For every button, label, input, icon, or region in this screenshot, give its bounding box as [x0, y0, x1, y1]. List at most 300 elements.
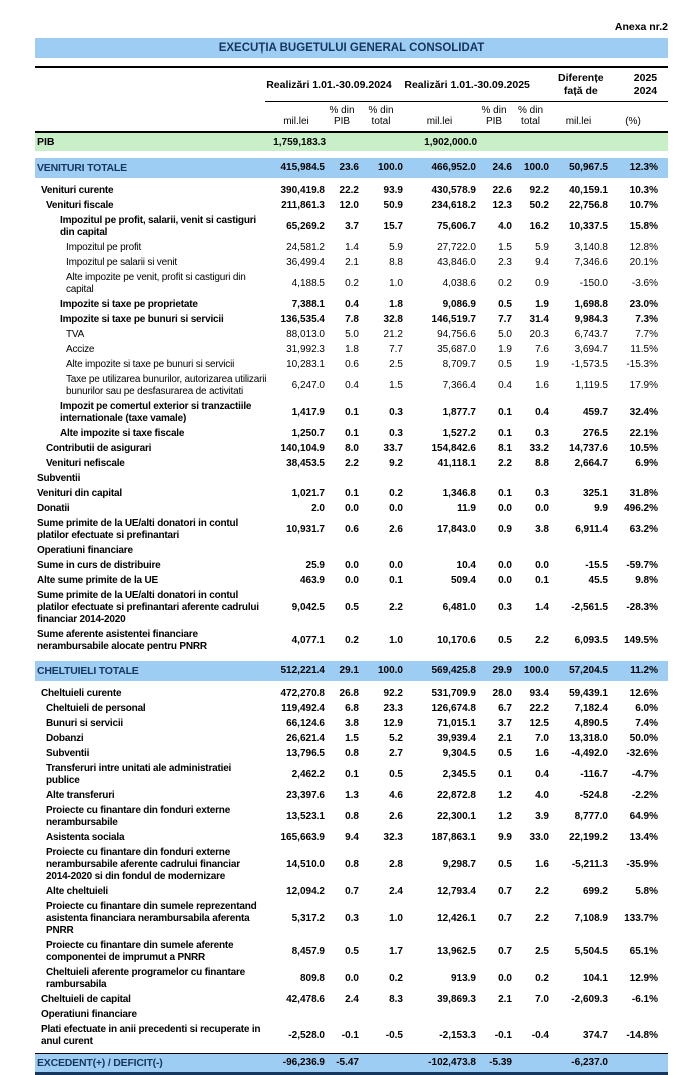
row-label: Asistenta sociala: [46, 831, 125, 843]
table-row: [35, 588, 668, 627]
row-value: 2.8: [389, 858, 403, 870]
row-value: 0.7: [498, 945, 512, 957]
row-value: 8,709.7: [442, 358, 476, 370]
row-value: 9,304.5: [442, 747, 476, 759]
row-value: 0.5: [498, 858, 512, 870]
row-value: 17,843.0: [437, 523, 476, 535]
row-value: -4,492.0: [571, 747, 608, 759]
pib-value-2024: 1,759,183.3: [273, 136, 326, 148]
row-value: 88,013.0: [286, 328, 325, 340]
row-value: 100.0: [523, 162, 549, 173]
row-value: 0.7: [345, 885, 359, 897]
row-value: 12.0: [339, 199, 359, 211]
col-group-2024: Realizări 1.01.-30.09.2024: [266, 79, 392, 91]
table-row: [35, 992, 668, 1007]
row-value: 24,581.2: [286, 241, 325, 253]
row-value: 7.0: [535, 993, 549, 1005]
row-value: 0.0: [498, 559, 512, 571]
table-row: [35, 788, 668, 803]
row-value: 0.5: [498, 298, 512, 310]
row-label: Dobanzi: [46, 732, 84, 744]
row-label: Impozitul pe salarii si venit: [66, 256, 177, 268]
row-value: -2,153.3: [439, 1029, 476, 1041]
row-value: 2.6: [389, 523, 403, 535]
row-value: 11.5%: [630, 343, 658, 355]
row-value: 10,931.7: [286, 523, 325, 535]
row-value: -2,609.3: [571, 993, 608, 1005]
row-value: 0.1: [498, 768, 512, 780]
row-value: 9.8%: [635, 574, 658, 586]
row-value: 39,939.4: [437, 732, 476, 744]
row-value: 92.2: [529, 184, 549, 196]
row-value: -524.8: [579, 789, 608, 801]
row-value: 1.8: [389, 298, 403, 310]
row-value: 50,967.5: [569, 162, 608, 173]
row-value: 1.0: [389, 912, 403, 924]
row-value: 26.8: [339, 687, 359, 699]
row-value: 3.9: [535, 810, 549, 822]
row-value: 496.2%: [624, 502, 658, 514]
row-value: 5.0: [498, 328, 512, 340]
row-label: Cheltuieli curente: [41, 687, 122, 699]
table-row: [35, 746, 668, 761]
row-value: 29.9: [492, 665, 512, 676]
row-label: Impozit pe comertul exterior si tranzactiile internationale (taxe vamale): [60, 400, 252, 424]
table-row: [35, 357, 668, 372]
row-value: 12.5: [529, 717, 549, 729]
row-label: EXCEDENT(+) / DEFICIT(-): [37, 1057, 163, 1069]
row-value: 1.0: [389, 277, 403, 289]
row-value: 1.2: [498, 810, 512, 822]
row-value: 17.9%: [629, 379, 658, 391]
row-value: 0.3: [389, 406, 403, 418]
row-value: 7,182.4: [574, 702, 608, 714]
row-value: 92.2: [383, 687, 403, 699]
row-value: 509.4: [450, 574, 476, 586]
row-value: 1.3: [345, 789, 359, 801]
row-value: 9,984.3: [574, 313, 608, 325]
row-label: Plati efectuate in anii precedenti si recuperate in anul curent: [41, 1023, 261, 1047]
row-value: 699.2: [582, 885, 608, 897]
row-value: 1,877.7: [442, 406, 476, 418]
row-value: 187,863.1: [431, 831, 476, 843]
row-label: Cheltuieli de personal: [46, 702, 146, 714]
table-row: [35, 830, 668, 845]
row-value: 0.1: [535, 574, 549, 586]
subheader-pcttotal-2025: [512, 105, 549, 127]
row-label: Cheltuieli de capital: [41, 993, 131, 1005]
row-value: 43,846.0: [437, 256, 476, 268]
row-value: 22.6: [492, 184, 512, 196]
row-value: 0.4: [345, 298, 359, 310]
row-value: 40,159.1: [569, 184, 608, 196]
row-value: 6,247.0: [291, 379, 325, 391]
row-value: 0.2: [389, 972, 403, 984]
row-value: -0.5: [385, 1029, 403, 1041]
row-value: 140,104.9: [280, 442, 325, 454]
row-value: 2.1: [498, 732, 512, 744]
table-row: [35, 543, 668, 558]
diferente-line1: Diferențe: [558, 72, 604, 84]
table-row: [35, 297, 668, 312]
row-value: 12,793.4: [437, 885, 476, 897]
row-label: Proiecte cu finantare din fonduri externe nerambursabile aferente cadrului financiar 2014-2020 si din fondul de modernizare: [46, 846, 240, 882]
row-label: Proiecte cu finantare din sumele reprezentand asistenta financiara nerambursabila aferenta PNRR: [46, 900, 257, 936]
row-value: -59.7%: [626, 559, 658, 571]
row-value: 93.9: [383, 184, 403, 196]
row-value: 0.1: [345, 427, 359, 439]
row-value: 1.6: [535, 379, 549, 391]
table-row: [35, 716, 668, 731]
row-value: 9.2: [389, 457, 403, 469]
row-value: 71,015.1: [437, 717, 476, 729]
row-value: 4.0: [498, 220, 512, 232]
row-value: 0.2: [498, 277, 512, 289]
deficit-row: [35, 1053, 668, 1075]
row-value: -35.9%: [626, 858, 658, 870]
table-row: [35, 803, 668, 830]
row-value: 5.8%: [635, 885, 658, 897]
row-value: 4.6: [389, 789, 403, 801]
row-value: -6,237.0: [571, 1057, 608, 1068]
row-value: 2.3: [498, 256, 512, 268]
row-label: Accize: [66, 343, 95, 355]
row-value: 3.8: [345, 717, 359, 729]
row-value: 1,250.7: [291, 427, 325, 439]
row-value: 512,221.4: [280, 665, 325, 676]
row-value: 8.8: [535, 457, 549, 469]
table-row: [35, 845, 668, 884]
row-label: Impozitul pe profit, salarii, venit si castiguri din capital: [60, 214, 256, 238]
table-row: [35, 399, 668, 426]
row-label: Venituri fiscale: [46, 199, 114, 211]
table-body: [35, 158, 668, 1075]
row-value: 2.5: [535, 945, 549, 957]
row-value: 0.2: [345, 634, 359, 646]
row-label: Sume aferente asistentei financiare nerambursabile alocate pentru PNRR: [37, 628, 207, 652]
row-value: 472,270.8: [280, 687, 325, 699]
table-row: [35, 965, 668, 992]
section-total-row: [35, 661, 668, 681]
row-value: 9.9: [498, 831, 512, 843]
row-value: 6,911.4: [575, 523, 608, 535]
row-value: -14.8%: [626, 1029, 658, 1041]
row-value: 10.3%: [629, 184, 658, 196]
row-label: Bunuri si servicii: [46, 717, 123, 729]
row-value: 31,992.3: [286, 343, 325, 355]
row-value: -2,528.0: [288, 1029, 325, 1041]
row-value: 1.5: [345, 732, 359, 744]
row-value: 27,722.0: [437, 241, 476, 253]
row-value: 325.1: [582, 487, 608, 499]
table-row: [35, 627, 668, 654]
row-label: Venituri curente: [41, 184, 114, 196]
row-value: 12.3%: [629, 162, 658, 173]
table-row: [35, 342, 668, 357]
table-row: [35, 372, 668, 399]
pib-value-2025: 1,902,000.0: [424, 136, 477, 148]
table-row: [35, 884, 668, 899]
row-value: 1.4: [535, 601, 549, 613]
row-value: 22,300.1: [437, 810, 476, 822]
row-label: TVA: [66, 328, 85, 340]
row-value: -3.6%: [631, 277, 658, 289]
row-value: 0.3: [345, 912, 359, 924]
row-value: -0.1: [341, 1029, 359, 1041]
row-value: -5,211.3: [571, 858, 608, 870]
row-label: Alte cheltuieli: [46, 885, 109, 897]
row-value: 5.9: [389, 241, 403, 253]
row-value: 0.4: [535, 406, 549, 418]
row-value: 2.1: [498, 993, 512, 1005]
row-value: 63.2%: [629, 523, 658, 535]
row-label: Alte impozite si taxe fiscale: [60, 427, 185, 439]
row-value: 0.0: [498, 502, 512, 514]
row-value: 20.1%: [629, 256, 658, 268]
row-value: 1,417.9: [291, 406, 325, 418]
row-value: 1.5: [389, 379, 403, 391]
row-value: 0.5: [345, 945, 359, 957]
row-value: 133.7%: [624, 912, 658, 924]
row-value: 5.0: [345, 328, 359, 340]
row-label: Operatiuni financiare: [37, 544, 133, 556]
table-row: [35, 1022, 668, 1049]
row-value: 9.4: [345, 831, 359, 843]
row-value: 569,425.8: [431, 665, 476, 676]
row-value: 0.1: [389, 574, 403, 586]
row-value: 8.0: [345, 442, 359, 454]
row-value: 3.7: [345, 220, 359, 232]
row-value: -5.39: [489, 1057, 512, 1068]
row-value: 0.0: [389, 559, 403, 571]
row-value: 42,478.6: [286, 993, 325, 1005]
row-value: 6,743.7: [574, 328, 608, 340]
row-value: 154,842.6: [431, 442, 476, 454]
ratio-line2: 2024: [633, 85, 658, 97]
row-value: 1.8: [345, 343, 359, 355]
col-group-ratio: [623, 72, 668, 98]
row-value: 374.7: [582, 1029, 608, 1041]
row-label: Sume in curs de distribuire: [37, 559, 161, 571]
row-value: 31.8%: [629, 487, 658, 499]
subheader-pct: (%): [625, 116, 641, 127]
row-value: 15.7: [383, 220, 403, 232]
row-value: 430,578.9: [431, 184, 476, 196]
row-value: 14,737.6: [569, 442, 608, 454]
row-value: 65.1%: [629, 945, 658, 957]
row-value: 0.3: [389, 427, 403, 439]
row-value: 23.0%: [629, 298, 658, 310]
header-group-row: [35, 68, 668, 98]
row-value: 0.0: [345, 559, 359, 571]
row-value: -2.2%: [631, 789, 658, 801]
row-value: 2.4: [389, 885, 403, 897]
row-value: 2.6: [389, 810, 403, 822]
row-value: 75,606.7: [437, 220, 476, 232]
col-group-diferente: [539, 72, 623, 98]
pib-text: PIB: [333, 116, 351, 127]
row-value: 13,962.5: [437, 945, 476, 957]
table-row: [35, 183, 668, 198]
row-value: 1.9: [535, 358, 549, 370]
table-row: [35, 899, 668, 938]
table-row: [35, 761, 668, 788]
row-value: 8.3: [389, 993, 403, 1005]
row-value: 1.5: [498, 241, 512, 253]
row-value: 50.0%: [629, 732, 658, 744]
diferente-line2: față de: [563, 85, 598, 97]
row-value: 0.7: [498, 912, 512, 924]
pct-din-text: % din: [329, 105, 355, 116]
row-label: Sume primite de la UE/alti donatori in contul platilor efectuate si prefinantari: [37, 517, 239, 541]
row-value: 104.1: [582, 972, 608, 984]
row-value: 0.4: [498, 379, 512, 391]
row-value: 0.4: [345, 379, 359, 391]
row-label: Venituri din capital: [37, 487, 122, 499]
row-value: 1,698.8: [574, 298, 608, 310]
row-value: 0.5: [389, 768, 403, 780]
row-value: 0.2: [535, 972, 549, 984]
row-label: CHELTUIELI TOTALE: [37, 665, 139, 677]
table-row: [35, 198, 668, 213]
row-value: 9.4: [535, 256, 549, 268]
row-value: 13,523.1: [286, 810, 325, 822]
row-label: Alte impozite pe venit, profit si castiguri din capital: [66, 271, 246, 295]
row-value: 5,317.2: [291, 912, 325, 924]
row-value: 13.4%: [629, 831, 658, 843]
row-value: 5.9: [535, 241, 549, 253]
row-label: Alte impozite si taxe pe bunuri si servicii: [66, 358, 235, 370]
row-value: 0.1: [345, 768, 359, 780]
row-value: 21.2: [383, 328, 403, 340]
table-row: [35, 213, 668, 240]
row-value: 8,777.0: [574, 810, 608, 822]
row-value: -32.6%: [626, 747, 658, 759]
row-value: 10,337.5: [569, 220, 608, 232]
row-value: 23.3: [383, 702, 403, 714]
row-value: 6.8: [345, 702, 359, 714]
row-value: 3.8: [535, 523, 549, 535]
row-value: -15.3%: [626, 358, 658, 370]
table-row: [35, 312, 668, 327]
header-label-spacer: [35, 72, 262, 98]
row-value: 0.0: [498, 972, 512, 984]
row-value: 4.0: [535, 789, 549, 801]
row-value: 2.5: [389, 358, 403, 370]
row-value: 459.7: [582, 406, 608, 418]
row-value: 59,439.1: [569, 687, 608, 699]
row-value: -28.3%: [626, 601, 658, 613]
subheader-pctpib-2025: [476, 105, 512, 127]
row-value: 16.2: [529, 220, 549, 232]
row-value: 12.8%: [629, 241, 658, 253]
row-value: 913.9: [450, 972, 476, 984]
row-value: 39,869.3: [437, 993, 476, 1005]
row-value: 23.6: [339, 162, 359, 173]
row-value: 2,462.2: [291, 768, 325, 780]
row-value: 35,687.0: [437, 343, 476, 355]
row-value: 0.3: [498, 601, 512, 613]
row-value: 31.4: [529, 313, 549, 325]
row-value: 33.0: [529, 831, 549, 843]
row-label: Alte sume primite de la UE: [37, 574, 158, 586]
table-row: [35, 558, 668, 573]
row-value: 6.7: [498, 702, 512, 714]
pib-label: PIB: [37, 136, 55, 148]
row-value: -0.4: [531, 1029, 549, 1041]
row-value: 1.0: [389, 634, 403, 646]
row-value: 65,269.2: [286, 220, 325, 232]
total-text: total: [521, 116, 540, 127]
row-value: 12.3: [492, 199, 512, 211]
row-label: Cheltuieli aferente programelor cu finantare rambursabila: [46, 966, 246, 990]
row-value: 0.4: [535, 768, 549, 780]
pct-din-text: % din: [517, 105, 543, 116]
row-value: 0.0: [535, 502, 549, 514]
table-row: [35, 573, 668, 588]
row-value: 466,952.0: [431, 162, 476, 173]
row-value: 0.8: [345, 747, 359, 759]
table-row: [35, 938, 668, 965]
row-value: 2,664.7: [574, 457, 608, 469]
row-value: 0.9: [535, 277, 549, 289]
row-value: 9,042.5: [291, 601, 325, 613]
row-value: 149.5%: [624, 634, 658, 646]
row-value: 2.7: [389, 747, 403, 759]
row-value: 0.1: [498, 487, 512, 499]
row-value: 4,890.5: [574, 717, 608, 729]
table-row: [35, 255, 668, 270]
row-value: 9,086.9: [442, 298, 476, 310]
row-value: -150.0: [579, 277, 608, 289]
row-value: 0.1: [345, 487, 359, 499]
budget-table: [35, 66, 668, 1075]
subheader-pctpib-2024: [325, 105, 359, 127]
row-value: 0.0: [345, 502, 359, 514]
table-row: [35, 456, 668, 471]
row-value: 1.4: [345, 241, 359, 253]
row-value: 2.2: [389, 601, 403, 613]
row-value: 9.9: [594, 502, 608, 514]
row-value: 22.2: [529, 702, 549, 714]
row-value: 38,453.5: [286, 457, 325, 469]
row-value: 1,527.2: [442, 427, 476, 439]
annex-label: Anexa nr.2: [614, 21, 668, 33]
row-value: 0.3: [535, 487, 549, 499]
row-value: 463.9: [299, 574, 325, 586]
row-value: 0.1: [345, 406, 359, 418]
row-value: 12.6%: [629, 687, 658, 699]
row-value: 14,510.0: [286, 858, 325, 870]
row-value: 2.2: [345, 457, 359, 469]
row-value: 41,118.1: [437, 457, 476, 469]
row-label: Donatii: [37, 502, 70, 514]
row-value: 7.4%: [635, 717, 658, 729]
row-value: 0.0: [498, 574, 512, 586]
row-value: 0.3: [535, 427, 549, 439]
row-value: 6.0%: [635, 702, 658, 714]
row-value: 33.2: [529, 442, 549, 454]
row-value: 7.6: [535, 343, 549, 355]
row-value: 10,283.1: [286, 358, 325, 370]
row-value: 0.2: [389, 487, 403, 499]
row-label: Subventii: [46, 747, 90, 759]
row-value: 3,140.8: [574, 241, 608, 253]
row-value: 10.4: [456, 559, 476, 571]
pct-din-text: % din: [481, 105, 507, 116]
row-label: Alte transferuri: [46, 789, 115, 801]
row-value: 23,397.6: [286, 789, 325, 801]
